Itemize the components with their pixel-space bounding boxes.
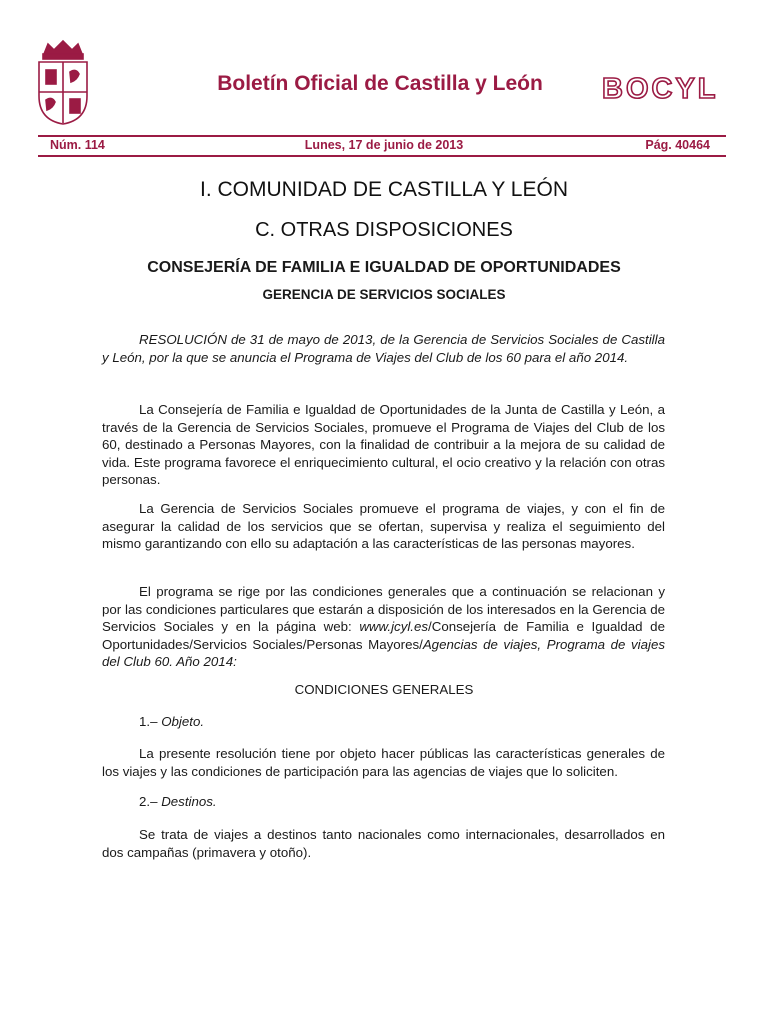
para3-text-c: Agencias de viajes, Programa de viajes del Club 60. Año 2014: — [102, 636, 665, 669]
para3-text-a: El programa se rige por las condiciones generales que a continuación se relacionan y por las condiciones particulares que estarán a disposición de los interesados en la Gerencia de Servicios Sociales y en la página web: — [102, 584, 665, 634]
resolution-paragraph: RESOLUCIÓN de 31 de mayo de 2013, de la Gerencia de Servicios Sociales de Castilla y León, por la que se anuncia el Programa de Viajes del Club de los 60 para el año 2014. — [102, 332, 665, 365]
item1-number: 1.– — [139, 714, 162, 729]
item2-number: 2.– — [139, 794, 162, 809]
condition-item-1 — [139, 714, 204, 729]
section-heading: I. COMUNIDAD DE CASTILLA Y LEÓN — [200, 178, 568, 201]
item1-title: Objeto. — [161, 714, 205, 729]
svg-text:BOCYL: BOCYL — [602, 73, 719, 104]
journal-title: Boletín Oficial de Castilla y León — [217, 72, 543, 95]
bocyl-logo — [602, 72, 732, 104]
subdepartment-heading: GERENCIA DE SERVICIOS SOCIALES — [262, 287, 506, 302]
conditions-heading: CONDICIONES GENERALES — [294, 682, 474, 697]
castilla-leon-coat-of-arms-icon — [34, 38, 92, 126]
body-paragraph-3 — [102, 583, 665, 671]
condition-item-2-text: Se trata de viajes a destinos tanto nacionales como internacionales, desarrollados en dos campañas (primavera y otoño). — [102, 827, 665, 860]
header-rule-top — [38, 135, 726, 137]
issue-date: Lunes, 17 de junio de 2013 — [304, 138, 464, 152]
body-paragraph-1: La Consejería de Familia e Igualdad de Oportunidades de la Junta de Castilla y León, a través de la Gerencia de Servicios Sociales, promueve el Programa de Viajes del Club de los 60, destinado a Personas Mayores, con la finalidad de contribuir a la mejora de su calidad de vida. Este programa favorece el enriquecimiento cultural, el ocio creativo y la relación con otras personas. — [102, 402, 665, 487]
condition-item-1-text: La presente resolución tiene por objeto hacer públicas las características generales de los viajes y las condiciones de participación para las agencias de viajes que lo soliciten. — [102, 746, 665, 779]
condition-item-2 — [139, 794, 217, 809]
website-link[interactable]: www.jcyl.es — [359, 619, 429, 634]
department-heading: CONSEJERÍA DE FAMILIA E IGUALDAD DE OPORTUNIDADES — [147, 259, 621, 276]
page-number: Pág. 40464 — [645, 138, 710, 152]
item2-title: Destinos. — [161, 794, 217, 809]
header-rule-bottom — [38, 155, 726, 157]
para3-text-b: /Consejería de Familia e Igualdad de Oportunidades/Servicios Sociales/Personas Mayores/ — [102, 619, 665, 652]
issue-number: Núm. 114 — [50, 138, 105, 152]
subsection-heading: C. OTRAS DISPOSICIONES — [255, 219, 513, 241]
body-paragraph-2: La Gerencia de Servicios Sociales promueve el programa de viajes, y con el fin de asegurar la calidad de los servicios que se ofertan, supervisa y realiza el seguimiento del mismo garantizando con ello su adaptación a las características de las personas mayores. — [102, 501, 665, 551]
